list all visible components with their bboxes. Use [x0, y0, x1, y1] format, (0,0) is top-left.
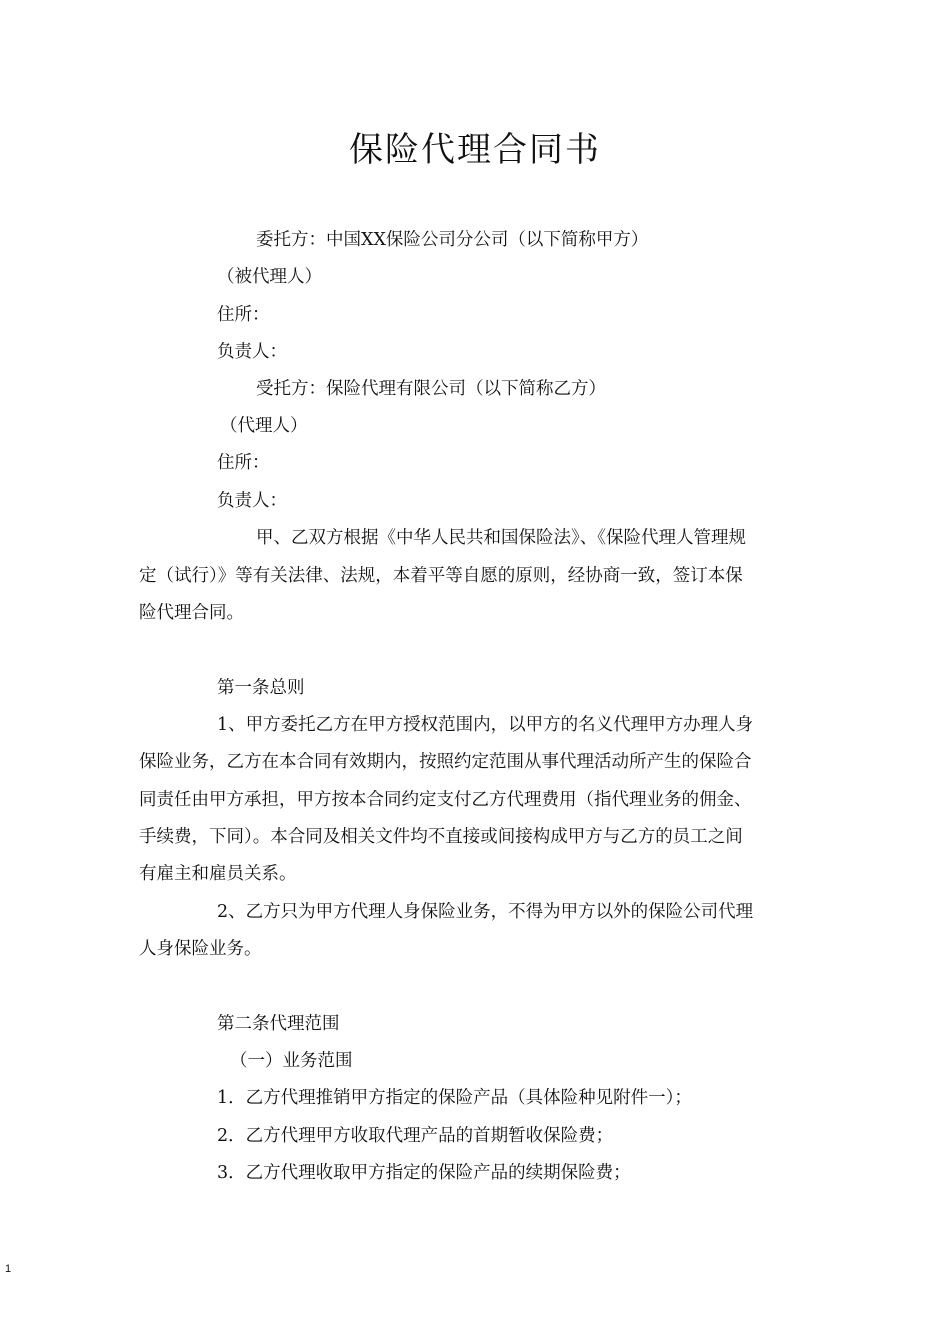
- preamble-line: 险代理合同。: [139, 603, 244, 623]
- principal-address-line: 住所：: [217, 305, 270, 325]
- agent-line: 受托方：保险代理有限公司（以下简称乙方）: [256, 379, 606, 399]
- article-1-clause-line: 保险业务，乙方在本合同有效期内，按照约定范围从事代理活动所产生的保险合: [139, 752, 752, 772]
- article-2-heading: 第二条代理范围: [217, 1014, 340, 1034]
- agent-address-line: 住所：: [217, 453, 270, 473]
- article-2-subheading: （一）业务范围: [230, 1051, 353, 1071]
- article-2-item: 1．乙方代理推销甲方指定的保险产品（具体险种见附件一）；: [217, 1088, 692, 1108]
- article-2-item: 3．乙方代理收取甲方指定的保险产品的续期保险费；: [217, 1163, 631, 1183]
- preamble-line: 甲、乙双方根据《中华人民共和国保险法》、《保险代理人管理规: [256, 528, 746, 548]
- preamble-line: 定（试行）》等有关法律、法规，本着平等自愿的原则，经协商一致，签订本保: [139, 566, 743, 586]
- principal-role-line: （被代理人）: [217, 267, 322, 287]
- page-number: 1: [5, 1263, 12, 1275]
- article-1-clause-line: 2、乙方只为甲方代理人身保险业务，不得为甲方以外的保险公司代理: [217, 902, 754, 922]
- article-2-item: 2．乙方代理甲方收取代理产品的首期暂收保险费；: [217, 1126, 614, 1146]
- principal-line: 委托方：中国XX保险公司分公司（以下简称甲方）: [256, 230, 649, 250]
- agent-representative-line: 负责人：: [217, 491, 287, 511]
- article-1-clause-line: 1、甲方委托乙方在甲方授权范围内，以甲方的名义代理甲方办理人身: [217, 715, 754, 735]
- article-1-clause-line: 手续费，下同）。本合同及相关文件均不直接或间接构成甲方与乙方的员工之间: [139, 827, 743, 847]
- article-1-clause-line: 人身保险业务。: [139, 939, 262, 959]
- article-1-clause-line: 同责任由甲方承担，甲方按本合同约定支付乙方代理费用（指代理业务的佣金、: [139, 790, 752, 810]
- article-1-heading: 第一条总则: [217, 678, 305, 698]
- principal-representative-line: 负责人：: [217, 342, 287, 362]
- agent-role-line: （代理人）: [220, 416, 308, 436]
- document-title: 保险代理合同书: [349, 130, 601, 170]
- article-1-clause-line: 有雇主和雇员关系。: [139, 864, 297, 884]
